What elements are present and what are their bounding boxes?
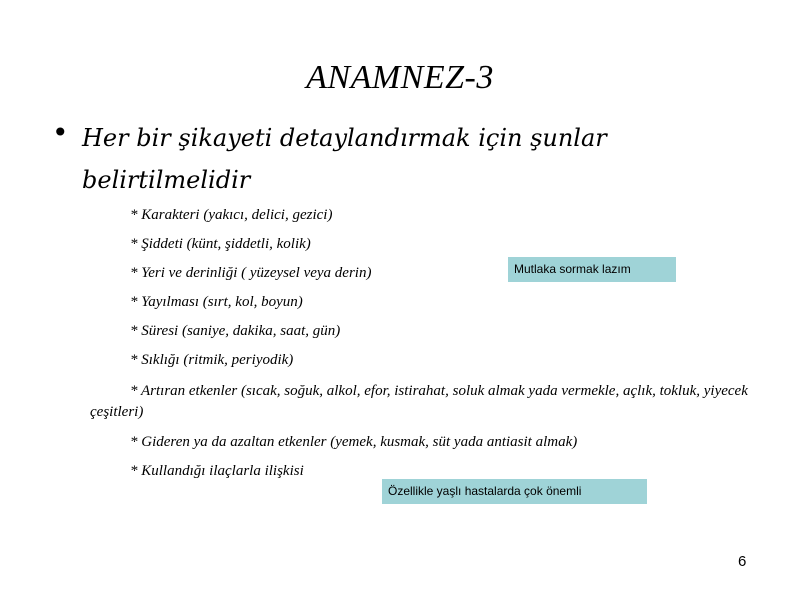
page-number: 6 xyxy=(738,553,747,570)
bullet-icon: • xyxy=(52,116,69,149)
list-item-ilac-iliskisi: * Kullandığı ilaçlarla ilişkisi xyxy=(130,463,304,479)
list-item-yeri: * Yeri ve derinliği ( yüzeysel veya derin) xyxy=(130,265,372,281)
list-item-suresi: * Süresi (saniye, dakika, saat, gün) xyxy=(130,323,341,339)
list-item-gideren-etkenler: * Gideren ya da azaltan etkenler (yemek, kusmak, süt yada antiasit almak) xyxy=(130,434,578,450)
note-box-yasli-hastalar: Özellikle yaşlı hastalarda çok önemli xyxy=(382,479,647,504)
list-item-sikligi: * Sıklığı (ritmik, periyodik) xyxy=(130,352,294,368)
list-item-yayilmasi: * Yayılması (sırt, kol, boyun) xyxy=(130,294,303,310)
list-item-artiran-etkenler: * Artıran etkenler (sıcak, soğuk, alkol, efor, istirahat, soluk almak yada vermekle, açlık, tokluk, yiyecek çeşitleri) xyxy=(90,383,748,420)
list-item-karakteri: * Karakteri (yakıcı, delici, gezici) xyxy=(130,207,333,223)
bullet-text: Her bir şikayeti detaylandırmak için şunlar belirtilmelidir xyxy=(82,124,607,194)
note-box-mutlaka: Mutlaka sormak lazım xyxy=(508,257,676,282)
slide-title: ANAMNEZ-3 xyxy=(306,59,494,96)
list-item-siddeti: * Şiddeti (künt, şiddetli, kolik) xyxy=(130,236,311,252)
